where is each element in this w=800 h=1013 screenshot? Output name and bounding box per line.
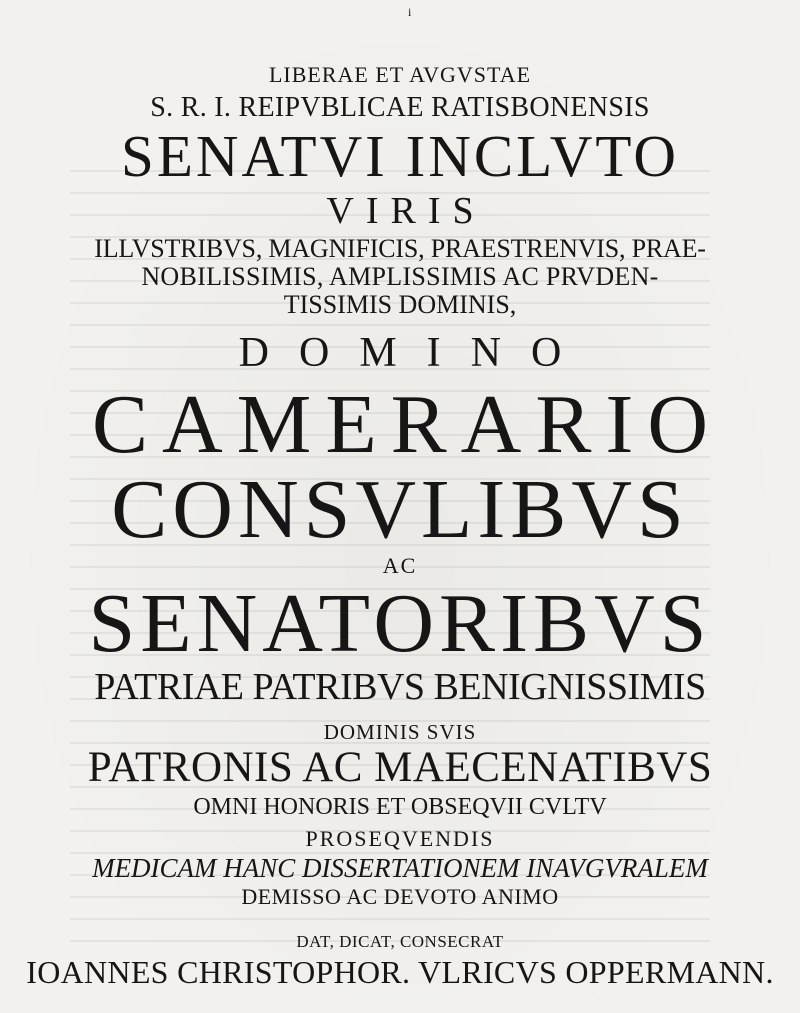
- dedication-line-14: DOMINIS SVIS: [323, 720, 477, 744]
- dedication-line-9: CAMERARIO: [91, 378, 723, 471]
- dedication-line-16: OMNI HONORIS ET OBSEQVII CVLTV: [193, 794, 607, 820]
- author-name: IOANNES CHRISTOPHOR. VLRICVS OPPERMANN.: [26, 954, 774, 990]
- dedication-line-2: S. R. I. REIPVBLICAE RATISBONENSIS: [150, 92, 650, 123]
- dedication-line-12: SENATORIBVS: [88, 577, 712, 670]
- dedication-line-5: ILLVSTRIBVS, MAGNIFICIS, PRAESTRENVIS, PRAE-: [94, 234, 706, 263]
- dedication-line-7: TISSIMIS DOMINIS,: [283, 290, 517, 319]
- dedication-line-1: LIBERAE ET AVGVSTAE: [268, 62, 532, 87]
- dedication-line-10: CONSVLIBVS: [111, 463, 689, 556]
- dedication-line-19: DEMISSO AC DEVOTO ANIMO: [241, 884, 559, 909]
- dedication-line-13: PATRIAE PATRIBVS BENIGNISSIMIS: [94, 666, 706, 708]
- dedication-line-17: PROSEQVENDIS: [305, 826, 495, 851]
- dedication-line-6: NOBILISSIMIS, AMPLISSIMIS AC PRVDEN-: [141, 262, 659, 291]
- dedication-line-4: VIRIS: [326, 190, 486, 232]
- page-mark: i: [408, 5, 412, 19]
- dedication-line-18: MEDICAM HANC DISSERTATIONEM INAVGVRALEM: [92, 853, 708, 883]
- dedication-line-8: DOMINO: [238, 330, 592, 376]
- dedication-line-20: DAT, DICAT, CONSECRAT: [296, 932, 504, 951]
- dedication-line-11: AC: [382, 553, 418, 578]
- dedication-line-3: SENATVI INCLVTO: [121, 123, 679, 189]
- dedication-line-15: PATRONIS AC MAECENATIBVS: [87, 744, 713, 791]
